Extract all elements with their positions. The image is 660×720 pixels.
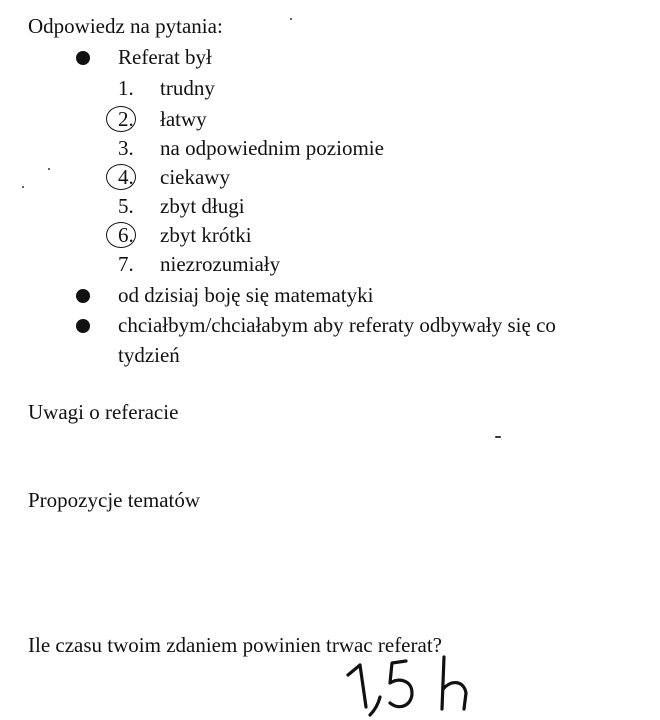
remarks-label: Uwagi o referacie <box>28 400 179 424</box>
option-5-number: 5. <box>118 194 134 218</box>
bullet-q3 <box>76 319 90 333</box>
bullet-q1 <box>76 51 90 65</box>
option-4-text: ciekawy <box>160 165 230 189</box>
duration-question: Ile czasu twoim zdaniem powinien trwac referat? <box>28 633 442 657</box>
option-7-number: 7. <box>118 252 134 276</box>
form-heading: Odpowiedz na pytania: <box>28 14 223 38</box>
option-2-number: 2. <box>118 107 134 131</box>
question-difficulty: Referat był <box>118 45 212 69</box>
option-6-text: zbyt krótki <box>160 223 252 247</box>
scan-speck <box>495 436 501 438</box>
scan-speck <box>22 186 24 188</box>
statement-frequency-line2: tydzień <box>118 343 180 367</box>
scan-speck <box>290 18 292 20</box>
handwritten-answer <box>340 655 490 720</box>
option-3-number: 3. <box>118 136 134 160</box>
topics-label: Propozycje tematów <box>28 488 201 512</box>
statement-frequency-line1: chciałbym/chciałabym aby referaty odbywały się co <box>118 313 556 337</box>
option-4-number: 4. <box>118 165 134 189</box>
option-7-text: niezrozumiały <box>160 252 281 276</box>
option-6-number: 6. <box>118 223 134 247</box>
option-5-text: zbyt długi <box>160 194 245 218</box>
scan-speck <box>48 168 50 170</box>
option-3-text: na odpowiednim poziomie <box>160 136 384 160</box>
statement-fear: od dzisiaj boję się matematyki <box>118 283 374 307</box>
bullet-q2 <box>76 289 90 303</box>
option-1-text: trudny <box>160 76 215 100</box>
option-1-number: 1. <box>118 76 134 100</box>
option-2-text: łatwy <box>160 107 207 131</box>
